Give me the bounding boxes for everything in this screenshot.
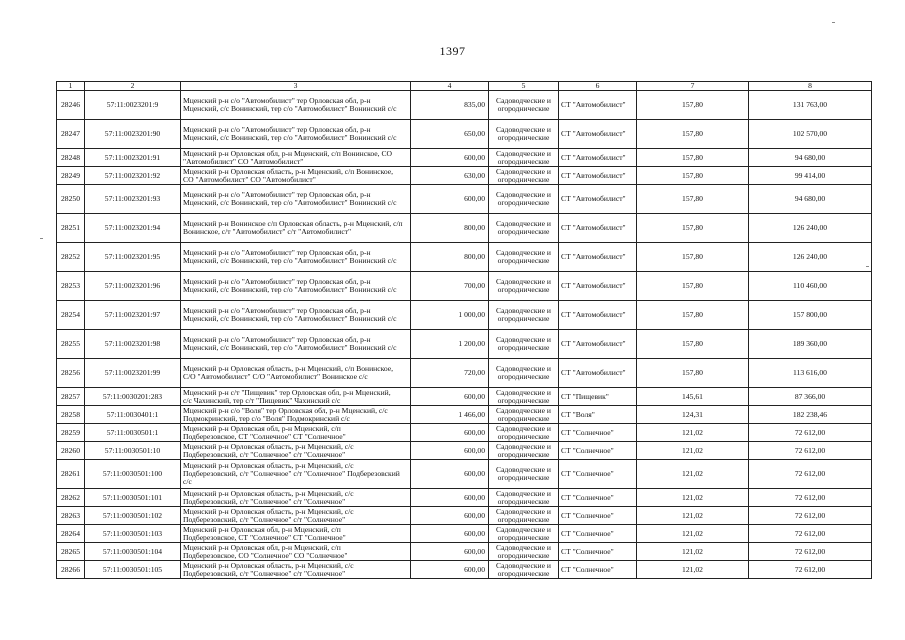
- cadastral-value: 72 612,00: [749, 442, 872, 460]
- land-use-line: огороднические: [497, 174, 550, 184]
- land-use-cell: [489, 424, 559, 442]
- owner-name: СТ "Солнечное": [559, 442, 637, 460]
- area-value: 800,00: [411, 214, 489, 243]
- address-line: Мценский р-н Орловская область, р-н Мценский, с/с: [183, 460, 354, 470]
- cadastral-value: 126 240,00: [749, 214, 872, 243]
- row-number: 28253: [57, 272, 85, 301]
- area-value: 835,00: [411, 91, 489, 120]
- address-line: Мценский, с/с Вонинский, тер с/о "Автомобилист" Вонинский с/с: [183, 104, 397, 114]
- address-cell: [181, 561, 411, 579]
- cadastral-value: 157 800,00: [749, 301, 872, 330]
- address-line: Мценский, с/с Вонинский, тер с/о "Автомобилист" Вонинский с/с: [183, 133, 397, 143]
- area-value: 600,00: [411, 424, 489, 442]
- address-line: Подберезовский, с/т "Солнечное" с/т "Солнечное": [183, 514, 346, 524]
- land-use-line: огороднические: [497, 133, 550, 143]
- owner-name: СТ "Воля": [559, 406, 637, 424]
- land-use-line: Садоводческие и: [496, 560, 551, 570]
- row-number: 28262: [57, 489, 85, 507]
- land-use-line: огороднические: [497, 227, 550, 237]
- address-cell: [181, 243, 411, 272]
- cadastral-number: 57:11:0023201:98: [85, 330, 181, 359]
- cadastral-number: 57:11:0023201:96: [85, 272, 181, 301]
- row-number: 28258: [57, 406, 85, 424]
- land-use-line: Садоводческие и: [496, 166, 551, 176]
- unit-rate: 157,80: [637, 149, 749, 167]
- column-number: 2: [85, 82, 181, 91]
- address-line: "Автомобилист" СО "Автомобилист": [183, 156, 304, 166]
- scan-speck: [40, 238, 43, 239]
- owner-name: СТ "Автомобилист": [559, 243, 637, 272]
- address-line: Вонинское, с/т "Автомобилист" с/т "Автомобилист": [183, 227, 352, 237]
- unit-rate: 121,02: [637, 525, 749, 543]
- land-use-line: огороднические: [497, 104, 550, 114]
- row-number: 28257: [57, 388, 85, 406]
- address-line: Мценский р-н Орловская область, р-н Мценский, с/с: [183, 560, 354, 570]
- row-number: 28249: [57, 167, 85, 185]
- land-use-line: Садоводческие и: [496, 364, 551, 374]
- area-value: 600,00: [411, 543, 489, 561]
- cadastral-value: 72 612,00: [749, 460, 872, 489]
- cadastral-value: 72 612,00: [749, 525, 872, 543]
- land-use-line: огороднические: [497, 550, 550, 560]
- table-row: [57, 359, 872, 388]
- address-line: Мценский р-н Орловская обл, р-н Мценский, с/п: [183, 423, 341, 433]
- land-use-line: Садоводческие и: [496, 219, 551, 229]
- table-row: [57, 120, 872, 149]
- table-row: [57, 272, 872, 301]
- land-use-line: Садоводческие и: [496, 488, 551, 498]
- land-use-line: Садоводческие и: [496, 148, 551, 158]
- cadastral-number: 57:11:0023201:92: [85, 167, 181, 185]
- land-use-line: огороднические: [497, 314, 550, 324]
- address-cell: [181, 406, 411, 424]
- land-use-cell: [489, 272, 559, 301]
- land-use-cell: [489, 243, 559, 272]
- address-line: Мценский, с/с Вонинский, тер с/о "Автомобилист" Вонинский с/с: [183, 314, 397, 324]
- address-line: Мценский р-н Орловская область, р-н Мценский, с/с: [183, 441, 354, 451]
- address-line: Мценский р-н с/о "Автомобилист" тер Орловская обл, р-н: [183, 306, 371, 315]
- land-use-cell: [489, 301, 559, 330]
- area-value: 1 000,00: [411, 301, 489, 330]
- row-number: 28246: [57, 91, 85, 120]
- area-value: 1 200,00: [411, 330, 489, 359]
- cadastral-value: 72 612,00: [749, 561, 872, 579]
- area-value: 600,00: [411, 185, 489, 214]
- address-line: Мценский р-н с/о "Автомобилист" тер Орловская обл, р-н: [183, 277, 371, 286]
- table-row: [57, 442, 872, 460]
- land-use-line: Садоводческие и: [496, 277, 551, 287]
- land-use-line: Садоводческие и: [496, 125, 551, 135]
- row-number: 28255: [57, 330, 85, 359]
- column-number: 6: [559, 82, 637, 91]
- cadastral-number: 57:11:0030501:100: [85, 460, 181, 489]
- area-value: 600,00: [411, 561, 489, 579]
- land-use-cell: [489, 561, 559, 579]
- cadastral-value: 126 240,00: [749, 243, 872, 272]
- column-number: 7: [637, 82, 749, 91]
- land-use-line: Садоводческие и: [496, 506, 551, 516]
- land-use-line: Садоводческие и: [496, 423, 551, 433]
- cadastral-number: 57:11:0023201:9: [85, 91, 181, 120]
- cadastral-value: 72 612,00: [749, 489, 872, 507]
- address-line: Мценский р-н с/о "Автомобилист" тер Орловская обл, р-н: [183, 335, 371, 344]
- address-line: Мценский, с/с Вонинский, тер с/о "Автомобилист" Вонинский с/с: [183, 285, 397, 295]
- unit-rate: 121,02: [637, 561, 749, 579]
- cadastral-number: 57:11:0030501:104: [85, 543, 181, 561]
- address-cell: [181, 460, 411, 489]
- cadastral-value: 102 570,00: [749, 120, 872, 149]
- land-use-line: Садоводческие и: [496, 441, 551, 451]
- unit-rate: 124,31: [637, 406, 749, 424]
- register-table: [56, 81, 872, 579]
- land-use-cell: [489, 489, 559, 507]
- unit-rate: 157,80: [637, 272, 749, 301]
- cadastral-number: 57:11:0023201:99: [85, 359, 181, 388]
- row-number: 28252: [57, 243, 85, 272]
- area-value: 600,00: [411, 507, 489, 525]
- cadastral-value: 99 414,00: [749, 167, 872, 185]
- address-line: С/О "Автомобилист" С/О "Автомобилист" Вонинское с/с: [183, 372, 368, 382]
- land-use-line: огороднические: [497, 285, 550, 295]
- column-number: 3: [181, 82, 411, 91]
- address-cell: [181, 272, 411, 301]
- land-use-line: Садоводческие и: [496, 190, 551, 200]
- table-row: [57, 214, 872, 243]
- address-cell: [181, 167, 411, 185]
- land-use-line: огороднические: [497, 343, 550, 353]
- area-value: 600,00: [411, 460, 489, 489]
- owner-name: СТ "Солнечное": [559, 561, 637, 579]
- cadastral-number: 57:11:0023201:94: [85, 214, 181, 243]
- address-line: Мценский, с/с Вонинский, тер с/о "Автомобилист" Вонинский с/с: [183, 198, 397, 208]
- column-number: 5: [489, 82, 559, 91]
- row-number: 28254: [57, 301, 85, 330]
- address-line: Подберезовское, СО "Солнечное" СО "Солнечное": [183, 550, 348, 560]
- row-number: 28266: [57, 561, 85, 579]
- land-use-line: огороднические: [497, 198, 550, 208]
- row-number: 28261: [57, 460, 85, 489]
- unit-rate: 157,80: [637, 91, 749, 120]
- land-use-cell: [489, 91, 559, 120]
- land-use-line: Садоводческие и: [496, 306, 551, 316]
- land-use-line: Садоводческие и: [496, 335, 551, 345]
- row-number: 28264: [57, 525, 85, 543]
- area-value: 600,00: [411, 149, 489, 167]
- owner-name: СТ "Солнечное": [559, 460, 637, 489]
- address-line: Подберезовское, СТ "Солнечное" СТ "Солнечное": [183, 431, 346, 441]
- owner-name: СТ "Автомобилист": [559, 149, 637, 167]
- address-line: Мценский р-н Орловская область, р-н Мценский, с/с: [183, 488, 354, 498]
- address-cell: [181, 359, 411, 388]
- land-use-line: Садоводческие и: [496, 96, 551, 106]
- address-cell: [181, 543, 411, 561]
- table-row: [57, 91, 872, 120]
- column-number: 8: [749, 82, 872, 91]
- land-use-line: огороднические: [497, 532, 550, 542]
- table-row: [57, 243, 872, 272]
- table-row: [57, 301, 872, 330]
- owner-name: СТ "Автомобилист": [559, 120, 637, 149]
- address-line: с/с Чахинский, тер с/т "Пищевик" Чахинский с/с: [183, 395, 341, 405]
- table-row: [57, 185, 872, 214]
- unit-rate: 121,02: [637, 507, 749, 525]
- land-use-line: Садоводческие и: [496, 465, 551, 475]
- unit-rate: 157,80: [637, 243, 749, 272]
- cadastral-value: 94 680,00: [749, 185, 872, 214]
- address-line: Мценский р-н с/о "Автомобилист" тер Орловская обл, р-н: [183, 248, 371, 257]
- land-use-line: огороднические: [497, 568, 550, 578]
- address-line: Подберезовский, с/т "Солнечное" с/т "Солнечное": [183, 449, 346, 459]
- table-row: [57, 561, 872, 579]
- address-cell: [181, 388, 411, 406]
- cadastral-value: 72 612,00: [749, 543, 872, 561]
- owner-name: СТ "Солнечное": [559, 507, 637, 525]
- area-value: 600,00: [411, 525, 489, 543]
- land-use-line: огороднические: [497, 413, 550, 423]
- address-cell: [181, 507, 411, 525]
- unit-rate: 145,61: [637, 388, 749, 406]
- unit-rate: 157,80: [637, 301, 749, 330]
- address-cell: [181, 185, 411, 214]
- address-cell: [181, 149, 411, 167]
- unit-rate: 121,02: [637, 489, 749, 507]
- unit-rate: 121,02: [637, 543, 749, 561]
- area-value: 800,00: [411, 243, 489, 272]
- area-value: 720,00: [411, 359, 489, 388]
- table-row: [57, 406, 872, 424]
- register-body: [57, 82, 872, 579]
- address-line: Мценский р-н Орловская область, р-н Мценский, с/п Вонинское,: [183, 166, 394, 176]
- land-use-cell: [489, 330, 559, 359]
- cadastral-value: 94 680,00: [749, 149, 872, 167]
- address-line: Мценский р-н с/о "Автомобилист" тер Орловская обл, р-н: [183, 125, 371, 134]
- row-number: 28263: [57, 507, 85, 525]
- owner-name: СТ "Автомобилист": [559, 301, 637, 330]
- address-line: СО "Автомобилист" СО "Автомобилист": [183, 174, 316, 184]
- owner-name: СТ "Автомобилист": [559, 91, 637, 120]
- land-use-line: огороднические: [497, 395, 550, 405]
- land-use-cell: [489, 167, 559, 185]
- owner-name: СТ "Автомобилист": [559, 167, 637, 185]
- cadastral-value: 131 763,00: [749, 91, 872, 120]
- cadastral-number: 57:11:0023201:93: [85, 185, 181, 214]
- address-line: Мценский р-н Орловская область, р-н Мценский, с/с: [183, 506, 354, 516]
- scan-speck: [832, 22, 835, 23]
- table-row: [57, 507, 872, 525]
- land-use-line: огороднические: [497, 372, 550, 382]
- address-line: Мценский р-н Орловская область, р-н Мценский, с/п Вонинское,: [183, 364, 394, 373]
- address-cell: [181, 424, 411, 442]
- unit-rate: 121,02: [637, 424, 749, 442]
- address-line: Подберезовский, с/т "Солнечное" с/т "Солнечное": [183, 568, 346, 578]
- land-use-line: огороднические: [497, 256, 550, 266]
- cadastral-number: 57:11:0030501:105: [85, 561, 181, 579]
- address-cell: [181, 525, 411, 543]
- table-row: [57, 489, 872, 507]
- address-line: Мценский р-н с/т "Пищевик" тер Орловская обл, р-н Мценский,: [183, 387, 391, 397]
- owner-name: СТ "Автомобилист": [559, 330, 637, 359]
- address-line: с/с: [183, 477, 192, 487]
- owner-name: СТ "Автомобилист": [559, 272, 637, 301]
- owner-name: СТ "Автомобилист": [559, 214, 637, 243]
- area-value: 600,00: [411, 442, 489, 460]
- unit-rate: 121,02: [637, 442, 749, 460]
- owner-name: СТ "Солнечное": [559, 525, 637, 543]
- column-number: 1: [57, 82, 85, 91]
- row-number: 28248: [57, 149, 85, 167]
- area-value: 700,00: [411, 272, 489, 301]
- cadastral-number: 57:11:0023201:95: [85, 243, 181, 272]
- cadastral-value: 110 460,00: [749, 272, 872, 301]
- address-line: Подберезовское, СТ "Солнечное" СТ "Солнечное": [183, 532, 346, 542]
- land-use-line: огороднические: [497, 496, 550, 506]
- unit-rate: 157,80: [637, 185, 749, 214]
- land-use-line: огороднические: [497, 449, 550, 459]
- land-use-cell: [489, 149, 559, 167]
- area-value: 1 466,00: [411, 406, 489, 424]
- owner-name: СТ "Автомобилист": [559, 185, 637, 214]
- cadastral-value: 189 360,00: [749, 330, 872, 359]
- owner-name: СТ "Солнечное": [559, 543, 637, 561]
- page-number: 1397: [439, 44, 466, 58]
- row-number: 28256: [57, 359, 85, 388]
- land-use-cell: [489, 442, 559, 460]
- address-cell: [181, 301, 411, 330]
- land-use-cell: [489, 388, 559, 406]
- address-line: Мценский, с/с Вонинский, тер с/о "Автомобилист" Вонинский с/с: [183, 343, 397, 353]
- unit-rate: 157,80: [637, 359, 749, 388]
- land-use-line: огороднические: [497, 431, 550, 441]
- land-use-line: Садоводческие и: [496, 524, 551, 534]
- land-use-cell: [489, 507, 559, 525]
- column-number-row: [57, 82, 872, 91]
- address-line: Мценский р-н с/о "Воля" тер Орловская обл, р-н Мценский, с/с: [183, 405, 388, 415]
- row-number: 28251: [57, 214, 85, 243]
- cadastral-number: 57:11:0030401:1: [85, 406, 181, 424]
- unit-rate: 121,02: [637, 460, 749, 489]
- address-cell: [181, 442, 411, 460]
- address-line: Мценский р-н Орловская обл, р-н Мценский, с/п: [183, 524, 341, 534]
- cadastral-number: 57:11:0030501:10: [85, 442, 181, 460]
- owner-name: СТ "Автомобилист": [559, 359, 637, 388]
- address-cell: [181, 91, 411, 120]
- area-value: 600,00: [411, 489, 489, 507]
- cadastral-number: 57:11:0030501:102: [85, 507, 181, 525]
- table-row: [57, 543, 872, 561]
- address-line: Мценский р-н Орловская обл, р-н Мценский, с/п: [183, 542, 341, 552]
- land-use-cell: [489, 525, 559, 543]
- cadastral-number: 57:11:0023201:97: [85, 301, 181, 330]
- address-line: Подберезовский, с/т "Солнечное" с/т "Солнечное" Подберезовский: [183, 469, 400, 479]
- unit-rate: 157,80: [637, 330, 749, 359]
- address-line: Мценский р-н с/о "Автомобилист" тер Орловская обл, р-н: [183, 190, 371, 199]
- area-value: 650,00: [411, 120, 489, 149]
- land-use-cell: [489, 406, 559, 424]
- address-line: Подберезовский, с/т "Солнечное" с/т "Солнечное": [183, 496, 346, 506]
- column-number: 4: [411, 82, 489, 91]
- cadastral-number: 57:11:0030501:101: [85, 489, 181, 507]
- land-use-line: огороднические: [497, 473, 550, 483]
- cadastral-number: 57:11:0030201:283: [85, 388, 181, 406]
- unit-rate: 157,80: [637, 214, 749, 243]
- address-cell: [181, 120, 411, 149]
- cadastral-number: 57:11:0030501:103: [85, 525, 181, 543]
- land-use-line: Садоводческие и: [496, 387, 551, 397]
- table-row: [57, 388, 872, 406]
- land-use-line: огороднические: [497, 514, 550, 524]
- row-number: 28259: [57, 424, 85, 442]
- cadastral-value: 72 612,00: [749, 424, 872, 442]
- land-use-cell: [489, 460, 559, 489]
- land-use-cell: [489, 359, 559, 388]
- table-row: [57, 460, 872, 489]
- address-line: Мценский р-н с/о "Автомобилист" тер Орловская обл, р-н: [183, 96, 371, 105]
- land-use-line: огороднические: [497, 156, 550, 166]
- address-line: Мценский р-н Вонинское с/п Орловская область, р-н Мценский, с/п: [183, 219, 403, 228]
- row-number: 28247: [57, 120, 85, 149]
- unit-rate: 157,80: [637, 120, 749, 149]
- land-use-line: Садоводческие и: [496, 405, 551, 415]
- area-value: 630,00: [411, 167, 489, 185]
- address-cell: [181, 330, 411, 359]
- table-row: [57, 149, 872, 167]
- area-value: 600,00: [411, 388, 489, 406]
- row-number: 28260: [57, 442, 85, 460]
- row-number: 28250: [57, 185, 85, 214]
- owner-name: СТ "Пищевик": [559, 388, 637, 406]
- owner-name: СТ "Солнечное": [559, 424, 637, 442]
- land-use-cell: [489, 185, 559, 214]
- table-row: [57, 167, 872, 185]
- table-row: [57, 330, 872, 359]
- unit-rate: 157,80: [637, 167, 749, 185]
- cadastral-value: 72 612,00: [749, 507, 872, 525]
- address-cell: [181, 214, 411, 243]
- table-row: [57, 525, 872, 543]
- cadastral-value: 87 366,00: [749, 388, 872, 406]
- owner-name: СТ "Солнечное": [559, 489, 637, 507]
- land-use-cell: [489, 543, 559, 561]
- address-line: Мценский, с/с Вонинский, тер с/о "Автомобилист" Вонинский с/с: [183, 256, 397, 266]
- land-use-line: Садоводческие и: [496, 542, 551, 552]
- land-use-cell: [489, 214, 559, 243]
- cadastral-value: 113 616,00: [749, 359, 872, 388]
- cadastral-value: 182 238,46: [749, 406, 872, 424]
- cadastral-number: 57:11:0030501:1: [85, 424, 181, 442]
- address-line: Подмокринский, тер с/о "Воля" Подмокринский с/с: [183, 413, 350, 423]
- address-cell: [181, 489, 411, 507]
- row-number: 28265: [57, 543, 85, 561]
- land-use-cell: [489, 120, 559, 149]
- table-row: [57, 424, 872, 442]
- cadastral-number: 57:11:0023201:91: [85, 149, 181, 167]
- cadastral-number: 57:11:0023201:90: [85, 120, 181, 149]
- address-line: Мценский р-н Орловская обл, р-н Мценский, с/п Вонинское, СО: [183, 148, 392, 158]
- land-use-line: Садоводческие и: [496, 248, 551, 258]
